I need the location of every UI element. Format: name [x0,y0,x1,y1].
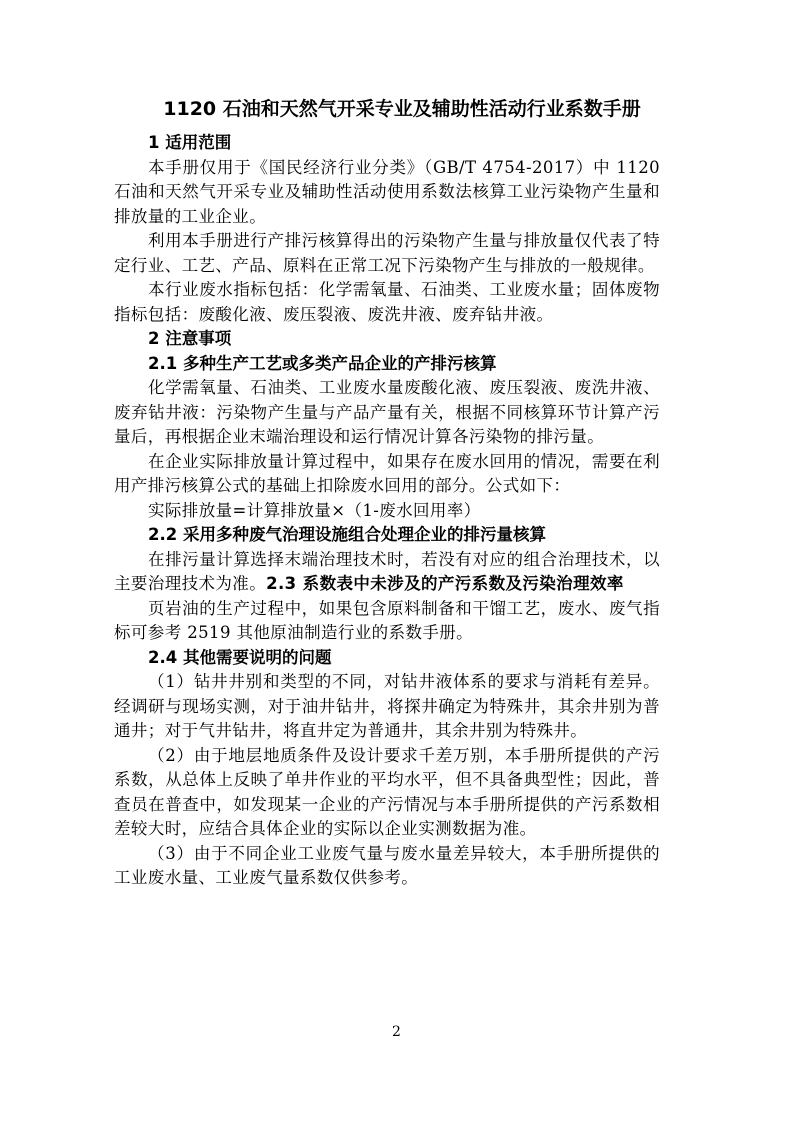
section-2-2-paragraph [114,548,660,597]
section-2-4-item-1: （1）钻井井别和类型的不同，对钻井液体系的要求与消耗有差异。经调研与现场实测，对于油井钻井，将探井确定为特殊井，其余井别为普通井；对于气井钻井，将直井定为普通井，其余井别为特殊井。 [114,672,660,740]
section-1-heading: 1 适用范围 [148,133,232,152]
section-2-1-heading: 2.1 多种生产工艺或多类产品企业的产排污核算 [148,353,497,373]
page-number: 2 [392,1024,401,1040]
section-2-1-paragraph-1: 化学需氧量、石油类、工业废水量废酸化液、废压裂液、废洗井液、废弃钻井液：污染物产生量与产品产量有关，根据不同核算环节计算产污量后，再根据企业末端治理设和运行情况计算各污染物的排污量。 [114,378,660,446]
section-2-3-paragraph: 页岩油的生产过程中，如果包含原料制备和干馏工艺，废水、废气指标可参考 2519 其他原油制造行业的系数手册。 [114,598,660,642]
document-title: 1120 石油和天然气开采专业及辅助性活动行业系数手册 [163,98,641,120]
section-1-paragraph-3: 本行业废水指标包括：化学需氧量、石油类、工业废水量；固体废物指标包括：废酸化液、废压裂液、废洗井液、废弃钻井液。 [114,280,660,324]
section-2-4-heading: 2.4 其他需要说明的问题 [148,647,332,667]
section-2-2-heading: 2.2 采用多种废气治理设施组合处理企业的排污量核算 [148,525,546,544]
section-1-paragraph-1: 本手册仅用于《国民经济行业分类》（GB/T 4754-2017）中 1120 石油和天然气开采专业及辅助性活动使用系数法核算工业污染物产生量和排放量的工业企业。 [114,157,660,226]
section-2-2-text: 在排污量计算选择末端治理技术时，若没有对应的组合治理技术，以主要治理技术为准。 [114,549,660,593]
section-2-1-paragraph-2: 在企业实际排放量计算过程中，如果存在废水回用的情况，需要在利用产排污核算公式的基础上扣除废水回用的部分。公式如下： [114,451,660,495]
section-2-4-item-3: （3）由于不同企业工业废气量与废水量差异较大，本手册所提供的工业废水量、工业废气量系数仅供参考。 [114,843,660,887]
section-2-3-heading: 2.3 系数表中未涉及的产污系数及污染治理效率 [266,574,624,593]
document-body [114,131,660,891]
section-2-heading: 2 注意事项 [148,329,232,348]
section-2-4-item-2: （2）由于地层地质条件及设计要求千差万别，本手册所提供的产污系数，从总体上反映了单井作业的平均水平，但不具备典型性；因此，普查员在普查中，如发现某一企业的产污情况与本手册所提供的产污系数相差较大时，应结合具体企业的实际以企业实测数据为准。 [114,745,660,838]
formula-line: 实际排放量=计算排放量×（1-废水回用率） [148,500,481,520]
section-1-paragraph-2: 利用本手册进行产排污核算得出的污染物产生量与排放量仅代表了特定行业、工艺、产品、原料在正常工况下污染物产生与排放的一般规律。 [114,231,660,275]
